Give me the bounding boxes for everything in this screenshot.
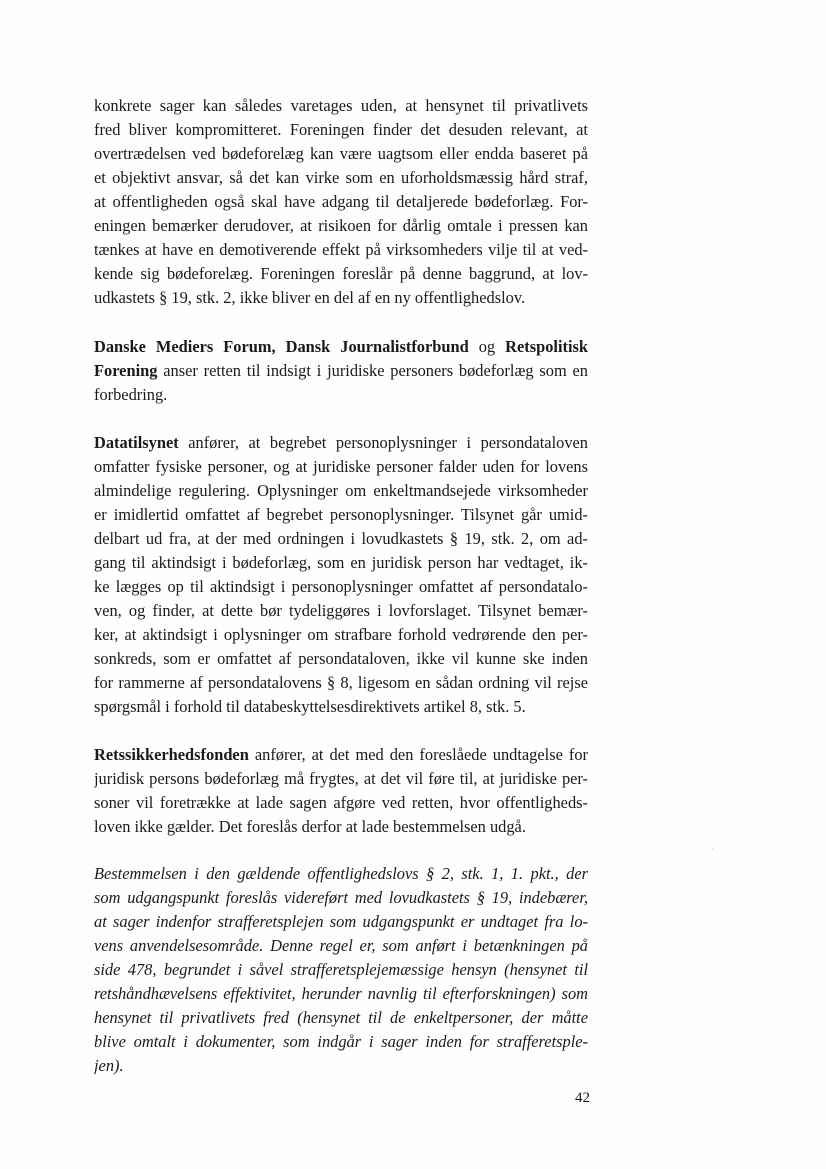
text-run: ker, at aktindsigt i oplysninger om strafbare forhold vedrørende den per-	[94, 625, 588, 644]
text-line	[94, 527, 588, 551]
text-line	[94, 815, 588, 839]
text-line	[94, 599, 588, 623]
text-line	[94, 94, 588, 118]
text-line	[94, 575, 588, 599]
text-line	[94, 1006, 588, 1030]
scan-speck	[30, 18, 31, 19]
bold-text: Datatilsynet	[94, 433, 179, 452]
text-run: vens anvendelsesområde. Denne regel er, som anført i betænkningen på	[94, 936, 588, 955]
text-run: anfører, at begrebet personoplysninger i persondataloven	[178, 433, 588, 452]
text-run: soner vil foretrække at lade sagen afgøre ved retten, hvor offentligheds-	[94, 793, 588, 812]
text-line	[94, 118, 588, 142]
text-run: at sager indenfor strafferetsplejen som udgangspunkt er undtaget fra lo-	[94, 912, 588, 931]
text-line	[94, 383, 588, 407]
text-line	[94, 647, 588, 671]
text-line	[94, 1030, 588, 1054]
text-line	[94, 910, 588, 934]
text-line	[94, 862, 588, 886]
text-run: gang til aktindsigt i bødeforlæg, som en juridisk person har vedtaget, ik-	[94, 553, 588, 572]
text-run: for rammerne af persondatalovens § 8, ligesom en sådan ordning vil rejse	[94, 673, 588, 692]
paragraph-retssikkerhedsfonden	[94, 743, 588, 839]
bold-text: Danske Mediers Forum, Dansk Journalistforbund	[94, 337, 469, 356]
text-run: forbedring.	[94, 385, 168, 404]
bold-text: Retssikkerhedsfonden	[94, 745, 249, 764]
paragraph-privacy-continuation	[94, 94, 588, 310]
text-line	[94, 695, 588, 719]
text-run: fred bliver kompromitteret. Foreningen finder det desuden relevant, at	[94, 120, 588, 139]
text-run: sonkreds, som er omfattet af persondataloven, ikke vil kunne ske inden	[94, 649, 588, 668]
text-run: loven ikke gælder. Det foreslås derfor at lade bestemmelsen udgå.	[94, 817, 526, 836]
text-run: juridisk persons bødeforlæg må frygtes, at det vil føre til, at juridiske per-	[94, 769, 588, 788]
text-run: som udgangspunkt foreslås videreført med lovudkastets § 19, indebærer,	[94, 888, 588, 907]
text-line	[94, 934, 588, 958]
text-line	[94, 359, 588, 383]
text-run: udkastets § 19, stk. 2, ikke bliver en del af en ny offentlighedslov.	[94, 288, 526, 307]
text-line	[94, 671, 588, 695]
text-run: ke lægges op til aktindsigt i personoplysninger omfattet af persondatalo-	[94, 577, 588, 596]
text-line	[94, 190, 588, 214]
text-run: hensynet til privatlivets fred (hensynet til de enkeltpersoner, der måtte	[94, 1008, 588, 1027]
paragraph-media-forum	[94, 335, 588, 407]
text-run: anfører, at det med den foreslåede undtagelse for	[248, 745, 588, 764]
bold-text: Retspolitisk	[505, 337, 588, 356]
text-line	[94, 286, 588, 310]
page-number: 42	[575, 1090, 590, 1106]
text-line	[94, 142, 588, 166]
text-run: omfatter fysiske personer, og at juridiske personer falder uden for lovens	[94, 457, 588, 476]
text-run: spørgsmål i forhold til databeskyttelsesdirektivets artikel 8, stk. 5.	[94, 697, 526, 716]
text-line	[94, 791, 588, 815]
text-run: eningen bemærker derudover, at risikoen for dårlig omtale i pressen kan	[94, 216, 588, 235]
text-run: side 478, begrundet i såvel strafferetsplejemæssige hensyn (hensynet til	[94, 960, 588, 979]
text-line	[94, 214, 588, 238]
text-line	[94, 335, 588, 359]
text-run: ven, og finder, at dette bør tydeliggøres i lovforslaget. Tilsynet bemær-	[94, 601, 588, 620]
text-run: og	[468, 337, 506, 356]
text-run: anser retten til indsigt i juridiske personers bødeforlæg som en	[157, 361, 588, 380]
text-line	[94, 238, 588, 262]
text-run: almindelige regulering. Oplysninger om enkeltmandsejede virksomheder	[94, 481, 588, 500]
text-line	[94, 479, 588, 503]
text-line	[94, 1054, 588, 1078]
text-line	[94, 958, 588, 982]
text-line	[94, 166, 588, 190]
text-run: konkrete sager kan således varetages uden, at hensynet til privatlivets	[94, 96, 588, 115]
bold-text: Forening	[94, 361, 158, 380]
text-run: Bestemmelsen i den gældende offentlighedslovs § 2, stk. 1, 1. pkt., der	[94, 864, 588, 883]
text-line	[94, 551, 588, 575]
text-line	[94, 431, 588, 455]
text-line	[94, 503, 588, 527]
text-run: blive omtalt i dokumenter, som indgår i sager inden for strafferetsple-	[94, 1032, 588, 1051]
text-run: jen).	[94, 1056, 124, 1075]
text-run: delbart ud fra, at der med ordningen i lovudkastets § 19, stk. 2, om ad-	[94, 529, 588, 548]
text-line	[94, 886, 588, 910]
text-run: tænkes at have en demotiverende effekt på virksomheders vilje til at ved-	[94, 240, 588, 259]
text-run: at offentligheden også skal have adgang til detaljerede bødeforlæg. For-	[94, 192, 588, 211]
text-line	[94, 262, 588, 286]
paragraph-ministry-comment	[94, 862, 588, 1078]
text-line	[94, 743, 588, 767]
text-line	[94, 623, 588, 647]
text-run: er imidlertid omfattet af begrebet personoplysninger. Tilsynet går umid-	[94, 505, 588, 524]
text-line	[94, 767, 588, 791]
text-line	[94, 982, 588, 1006]
text-run: retshåndhævelsens effektivitet, herunder navnlig til efterforskningen) som	[94, 984, 588, 1003]
scan-speck	[712, 848, 713, 849]
text-run: et objektivt ansvar, så det kan virke som en uforholdsmæssig hård straf,	[94, 168, 588, 187]
text-run: kende sig bødeforelæg. Foreningen foreslår på denne baggrund, at lov-	[94, 264, 588, 283]
paragraph-datatilsynet	[94, 431, 588, 719]
text-run: overtrædelsen ved bødeforelæg kan være uagtsom eller endda baseret på	[94, 144, 588, 163]
text-line	[94, 455, 588, 479]
